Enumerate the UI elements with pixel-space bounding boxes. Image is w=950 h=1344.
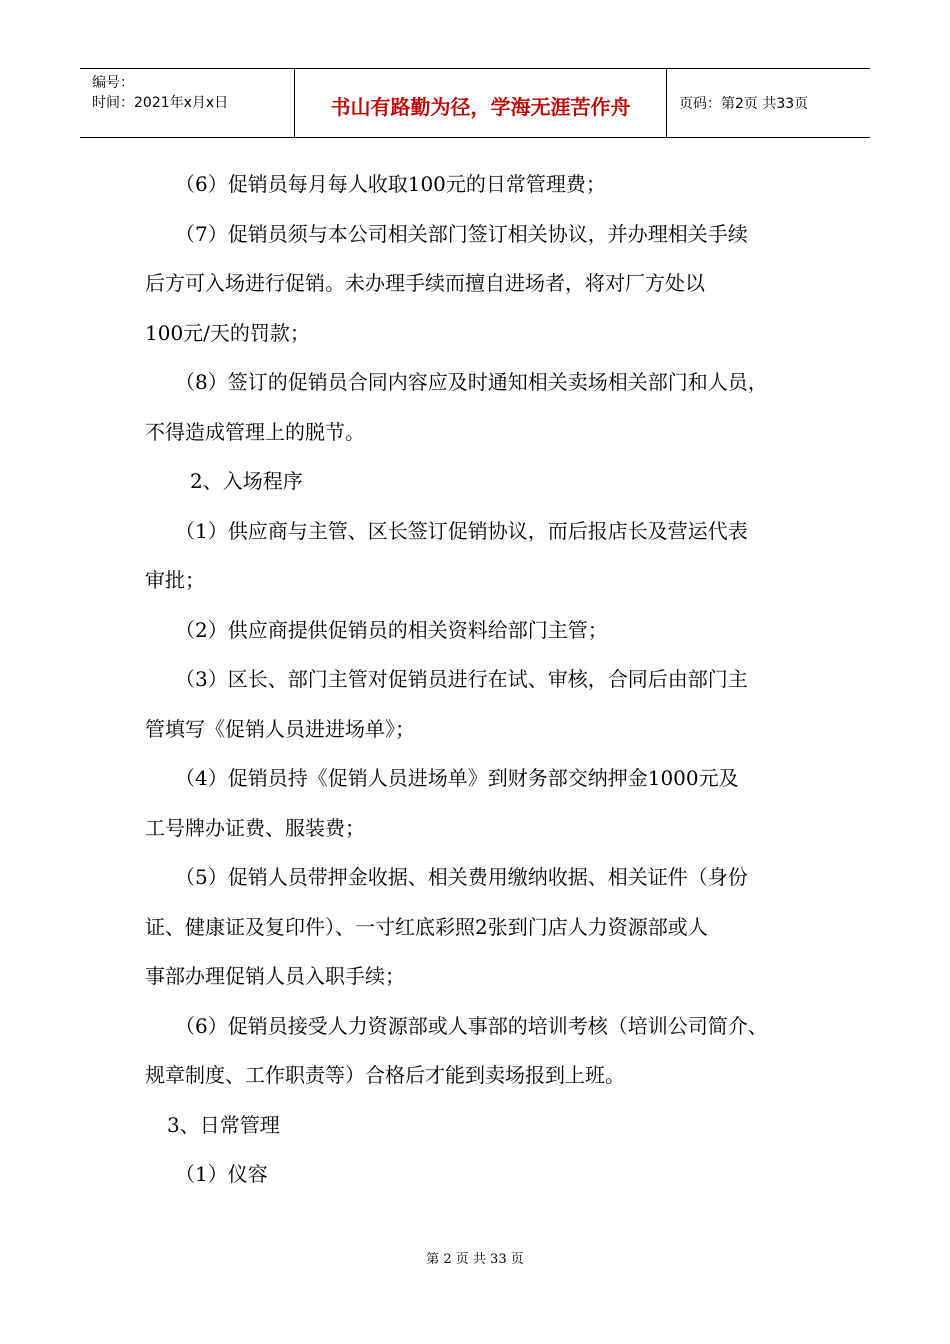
section-heading: 3、日常管理 — [167, 1112, 280, 1137]
document-time-label: 时间：2021年x月x日 — [92, 95, 229, 111]
paragraph-line: （6）促销员接受人力资源部或人事部的培训考核（培训公司简介、 — [175, 1013, 768, 1038]
page-footer — [0, 1248, 950, 1267]
paragraph-line: （8）签订的促销员合同内容应及时通知相关卖场相关部门和人员， — [175, 370, 768, 394]
motto-text: 书山有路勤为径，学海无涯苦作舟 — [330, 94, 631, 119]
paragraph-line: 规章制度、工作职责等）合格后才能到卖场报到上班。 — [145, 1063, 625, 1087]
paragraph-line: （2）供应商提供促销员的相关资料给部门主管； — [175, 617, 608, 642]
paragraph-line: 审批； — [145, 568, 205, 592]
document-header — [80, 68, 870, 138]
paragraph-line: （4）促销员持《促销人员进场单》到财务部交纳押金1000元及 — [175, 766, 739, 790]
document-number-label: 编号： — [92, 75, 134, 91]
document-body — [145, 160, 825, 1200]
paragraph-line: （6）促销员每月每人收取100元的日常管理费； — [175, 172, 606, 196]
paragraph-line: 工号牌办证费、服装费； — [145, 815, 365, 840]
paragraph-line: 100元/天的罚款； — [145, 320, 310, 345]
paragraph-line: 证、健康证及复印件）、一寸红底彩照2张到门店人力资源部或人 — [145, 914, 708, 939]
paragraph-line: （3）区长、部门主管对促销员进行在试、审核，合同后由部门主 — [175, 667, 748, 691]
header-meta — [80, 69, 295, 137]
header-motto — [295, 69, 667, 137]
footer-page-number: 第 2 页 共 33 页 — [426, 1252, 524, 1267]
page-info-text: 页码：第2页 共33页 — [679, 96, 809, 112]
paragraph-line: 事部办理促销人员入职手续； — [145, 964, 405, 988]
paragraph-line: 后方可入场进行促销。未办理手续而擅自进场者，将对厂方处以 — [145, 271, 705, 295]
paragraph-line: （1）供应商与主管、区长签订促销协议，而后报店长及营运代表 — [175, 518, 748, 543]
paragraph-line: （7）促销员须与本公司相关部门签订相关协议，并办理相关手续 — [175, 221, 748, 246]
paragraph-line: （5）促销人员带押金收据、相关费用缴纳收据、相关证件（身份 — [175, 865, 748, 889]
header-page-info — [667, 69, 870, 137]
paragraph-line: 不得造成管理上的脱节。 — [145, 419, 365, 444]
paragraph-line: 管填写《促销人员进进场单》； — [145, 716, 415, 741]
section-heading: 2、入场程序 — [190, 469, 303, 493]
paragraph-line: （1）仪容 — [175, 1162, 268, 1186]
